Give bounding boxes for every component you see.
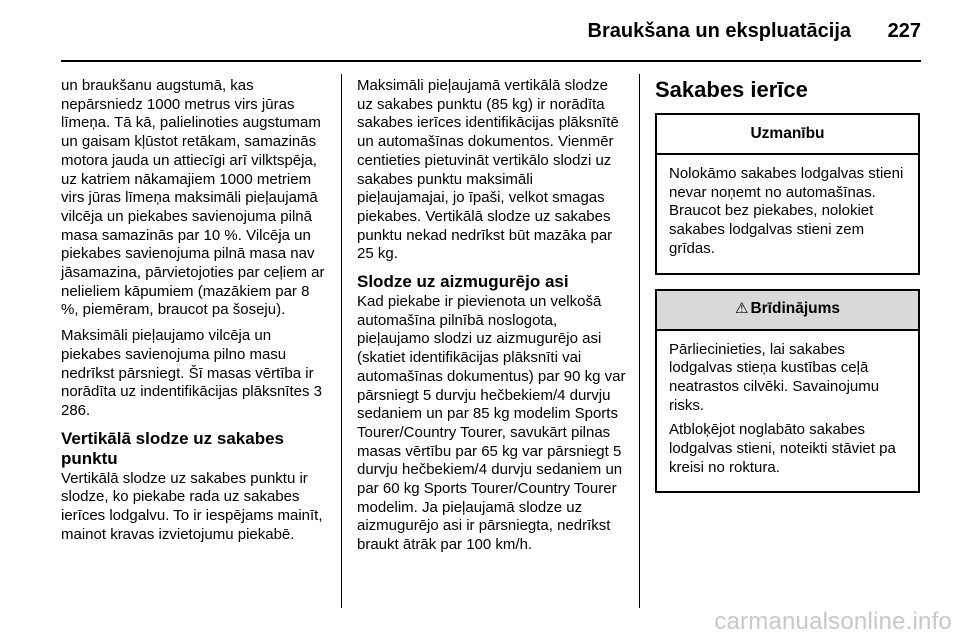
page-title: Braukšana un ekspluatācija (587, 20, 851, 42)
column-right (655, 77, 920, 507)
paragraph-vertical-load: Vertikālā slodze uz sakabes punktu ir slodze, ko piekabe rada uz sakabes ierīces lodgalvu. To ir iespējams mainīt, mainot kravas izvietojumu piekabē. (61, 469, 323, 543)
header-divider (61, 60, 921, 62)
column-divider-1 (341, 74, 342, 608)
caution-box (655, 113, 920, 275)
column-divider-2 (639, 74, 640, 608)
warning-box (655, 289, 920, 494)
page-number: 227 (887, 20, 921, 42)
page-reference-link[interactable]: 3 286. (61, 383, 322, 419)
caution-text: Nolokāmo sakabes lodgalvas stieni nevar noņemt no automašīnas. Braucot bez piekabes, nolokiet sakabes lodgalvas stieni zem grīdas. (669, 165, 904, 257)
paragraph-max-mass (61, 327, 329, 421)
warning-header (657, 291, 918, 331)
paragraph-altitude: un braukšanu augstumā, kas nepārsniedz 1000 metrus virs jūras līmeņa. Tā kā, palielinoties augstumam un gaisam kļūstot retākam, samazinās motora jauda un attiecīgi arī vilktspēja, uz katriem nākamajiem 1000 metriem virs jūras līmeņa maksimāli pieļaujamā vilcēja un piekabes savienojuma pilnā masa samazinās par 10 %. Vilcēja un piekabes savienojuma pilnā masa nav jāsamazina, pārvietojoties par ceļiem ar nelieliem kāpumiem (mazākiem par 8 %, piemēram, braucot pa šoseju). (61, 77, 325, 319)
page-header (61, 0, 921, 62)
heading-vertical-load: Vertikālā slodze uz sakabes punktu (61, 428, 285, 468)
heading-rear-axle-load: Slodze uz aizmugurējo asi (357, 272, 569, 292)
warning-triangle-icon: ⚠ (734, 300, 749, 318)
column-middle (357, 77, 627, 562)
watermark: carmanualsonline.info (714, 608, 952, 635)
warning-text-1: Pārliecinieties, lai sakabes lodgalvas stieņa kustības ceļā neatrastos cilvēki. Savainojumu risks. (669, 340, 880, 414)
paragraph-max-vertical-load: Maksimāli pieļaujamā vertikālā slodze uz sakabes punktu (85 kg) ir norādīta sakabes ierīces identifikācijas plāksnītē un automašīnas dokumentos. Vienmēr centieties pietuvināt vertikālo slodzi uz sakabes punktu maksimāli pieļaujamajai, jo īpaši, velkot smagas piekabes. Vertikālā slodze uz sakabes punktu nekad nedrīkst būt mazāka par 25 kg. (357, 77, 619, 263)
heading-towing-device: Sakabes ierīce (655, 77, 808, 102)
column-left (61, 77, 329, 551)
caution-title: Uzmanību (657, 115, 918, 155)
warning-text-2: Atbloķējot noglabāto sakabes lodgalvas stieni, noteikti stāviet pa kreisi no roktura. (669, 421, 896, 476)
paragraph-max-mass-text: Maksimāli pieļaujamo vilcēja un piekabes savienojuma pilno masu nedrīkst pārsniegt. Šī masas vērtība ir norādīta uz indentifikācijas plāksnītes (61, 327, 314, 401)
paragraph-rear-axle-load: Kad piekabe ir pievienota un velkošā automašīna pilnībā noslogota, pieļaujamo slodzi uz aizmugurējo asi (skatiet identifikācijas plāksnīti vai automašīnas dokumentus) par 90 kg var pārsniegt 5 durvju hečbekiem/4 durvju sedaniem un par 85 kg modelim Sports Tourer/Country Tourer, savukārt pilnas masas vērtību par 65 kg var pārsniegt 5 durvju hečbekiem/4 durvju sedaniem un par 60 kg Sports Tourer/Country Tourer modelim. Ja pieļaujamā slodze uz aizmugurējo asi ir pārsniegta, nedrīkst braukt ātrāk par 100 km/h. (357, 293, 626, 554)
warning-title: Brīdinājums (750, 300, 841, 318)
